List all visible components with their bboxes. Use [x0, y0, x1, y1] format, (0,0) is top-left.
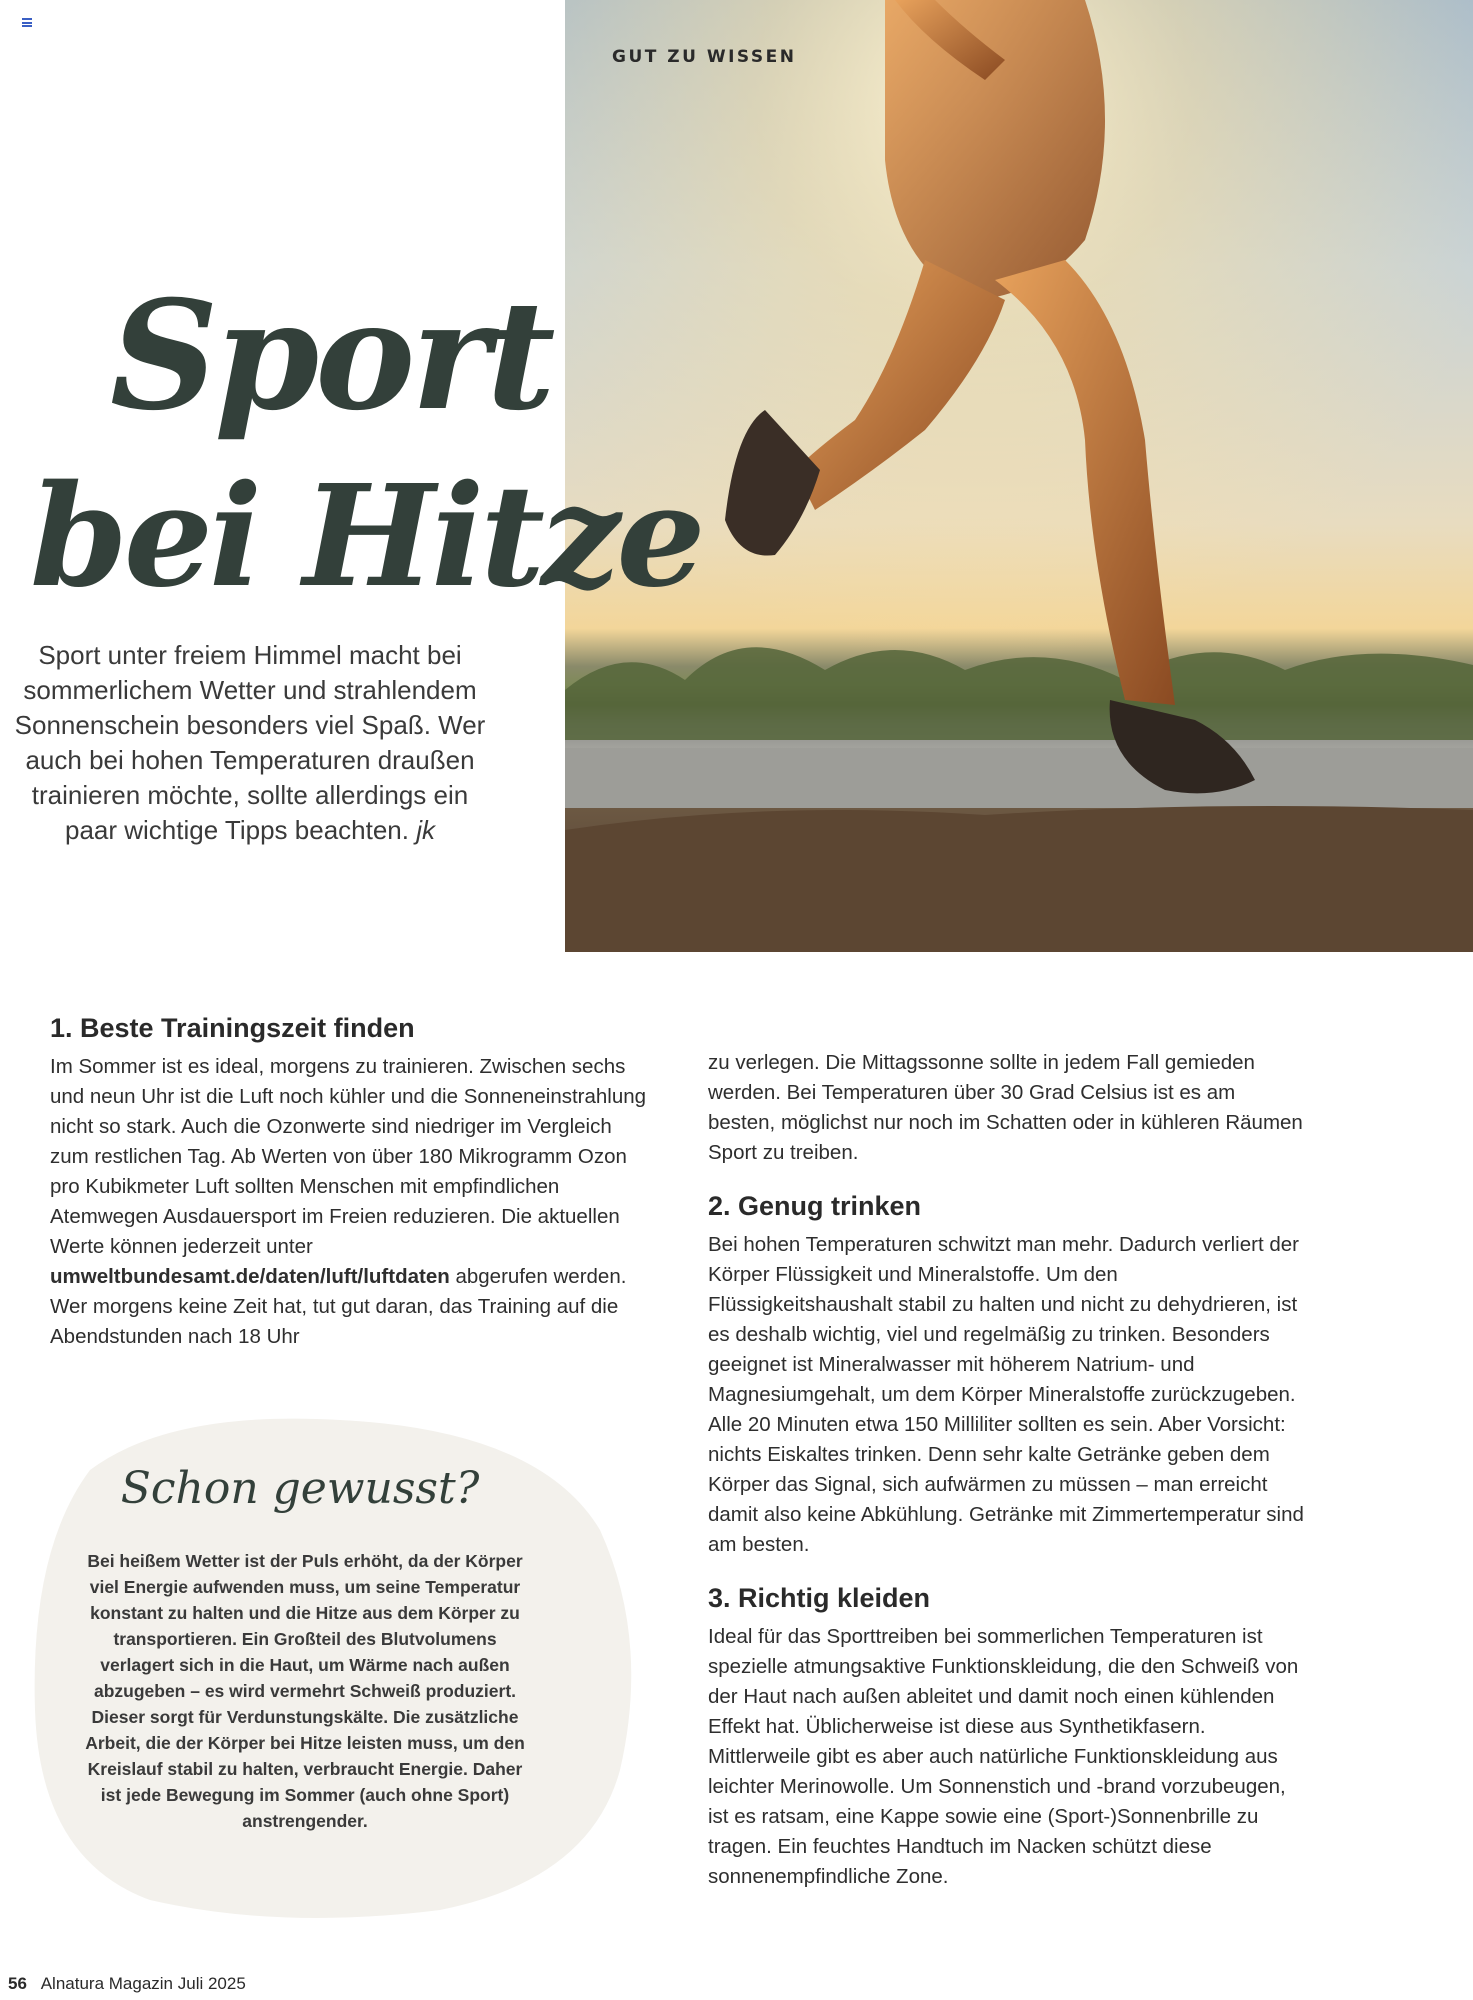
section-tag: GUT ZU WISSEN [612, 47, 797, 67]
info-box-text: Bei heißem Wetter ist der Puls erhöht, da der Körper viel Energie aufwenden muss, um seine Temperatur konstant zu halten und die Hitze aus dem Körper zu transportieren. Ein Großteil des Blutvolumens verlagert sich in die Haut, um Wärme nach außen abzugeben – es wird vermehrt Schweiß produziert. Dieser sorgt für Verdunstungskälte. Die zusätzliche Arbeit, die der Körper bei Hitze leisten muss, um den Kreislauf stabil zu halten, verbraucht Energie. Daher ist jede Bewegung im Sommer (auch ohne Sport) anstrengender. [85, 1551, 525, 1831]
section-text-1-continued: zu verlegen. Die Mittagssonne sollte in jedem Fall gemieden werden. Bei Temperaturen über 30 Grad Celsius ist es am besten, möglichst nur noch im Schatten oder in kühleren Räumen Sport zu treiben. [708, 1051, 1303, 1164]
column-left [50, 1010, 650, 1352]
section-text-1-before: Im Sommer ist es ideal, morgens zu trainieren. Zwischen sechs und neun Uhr ist die Luft noch kühler und die Sonneneinstrahlung nicht so stark. Auch die Ozonwerte sind niedriger im Vergleich zum restlichen Tag. Ab Werten von über 180 Mikrogramm Ozon pro Kubikmeter Luft sollten Menschen mit empfindlichen Atemwegen Ausdauersport im Freien reduzieren. Die aktuellen Werte können jederzeit unter [50, 1055, 647, 1258]
menu-icon[interactable] [22, 18, 32, 26]
author-initials: jk [416, 815, 435, 845]
intro-text [10, 638, 490, 848]
section-text-3: Ideal für das Sporttreiben bei sommerlichen Temperaturen ist spezielle atmungsaktive Funktionskleidung, die den Schweiß von der Haut nach außen ableitet und damit noch einen kühlenden Effekt hat. Üblicherweise ist diese aus Synthetikfasern. Mittlerweile gibt es aber auch natürliche Funktionskleidung aus leichter Merinowolle. Um Sonnenstich und -brand vorzubeugen, ist es ratsam, eine Kappe sowie eine (Sport-)Sonnenbrille zu tragen. Ein feuchtes Handtuch im Nacken schützt diese sonnenempfindliche Zone. [708, 1625, 1299, 1888]
info-box-heading: Schon gewusst? [120, 1463, 480, 1514]
article-title-line-2: bei Hitze [30, 455, 702, 619]
page-number: 56 [8, 1974, 27, 1993]
section-heading-2: 2. Genug trinken [708, 1191, 922, 1221]
section-heading-1: 1. Beste Trainingszeit finden [50, 1013, 415, 1043]
section-text-1 [50, 1052, 650, 1352]
info-box [20, 1410, 660, 1930]
publication-name: Alnatura Magazin Juli 2025 [40, 1974, 246, 1993]
intro-body: Sport unter freiem Himmel macht bei sommerlichem Wetter und strahlendem Sonnenschein besonders viel Spaß. Wer auch bei hohen Temperaturen draußen trainieren möchte, sollte allerdings ein paar wichtige Tipps beachten. [14, 640, 486, 845]
section-text-1-after: abgerufen werden. Wer morgens keine Zeit hat, tut gut daran, das Training auf die Abendstunden nach 18 Uhr [50, 1265, 627, 1348]
section-heading-3: 3. Richtig kleiden [708, 1583, 931, 1613]
section-text-2: Bei hohen Temperaturen schwitzt man mehr. Dadurch verliert der Körper Flüssigkeit und Mineralstoffe. Um den Flüssigkeitshaushalt stabil zu halten und nicht zu dehydrieren, ist es deshalb wichtig, viel und regelmäßig zu trinken. Besonders geeignet ist Mineralwasser mit höherem Natrium- und Magnesiumgehalt, um dem Körper Mineralstoffe zurückzugeben. Alle 20 Minuten etwa 150 Milliliter sollten es sein. Aber Vorsicht: nichts Eiskaltes trinken. Denn sehr kalte Getränke geben dem Körper das Signal, sich aufwärmen zu müssen – man erreicht damit also keine Abkühlung. Getränke mit Zimmertemperatur sind am besten. [708, 1233, 1304, 1556]
article-title-line-1: Sport [110, 268, 552, 444]
column-right [708, 1048, 1308, 1892]
umweltbundesamt-link[interactable]: umweltbundesamt.de/daten/luft/luftdaten [50, 1265, 450, 1288]
page-footer [8, 1974, 246, 1994]
